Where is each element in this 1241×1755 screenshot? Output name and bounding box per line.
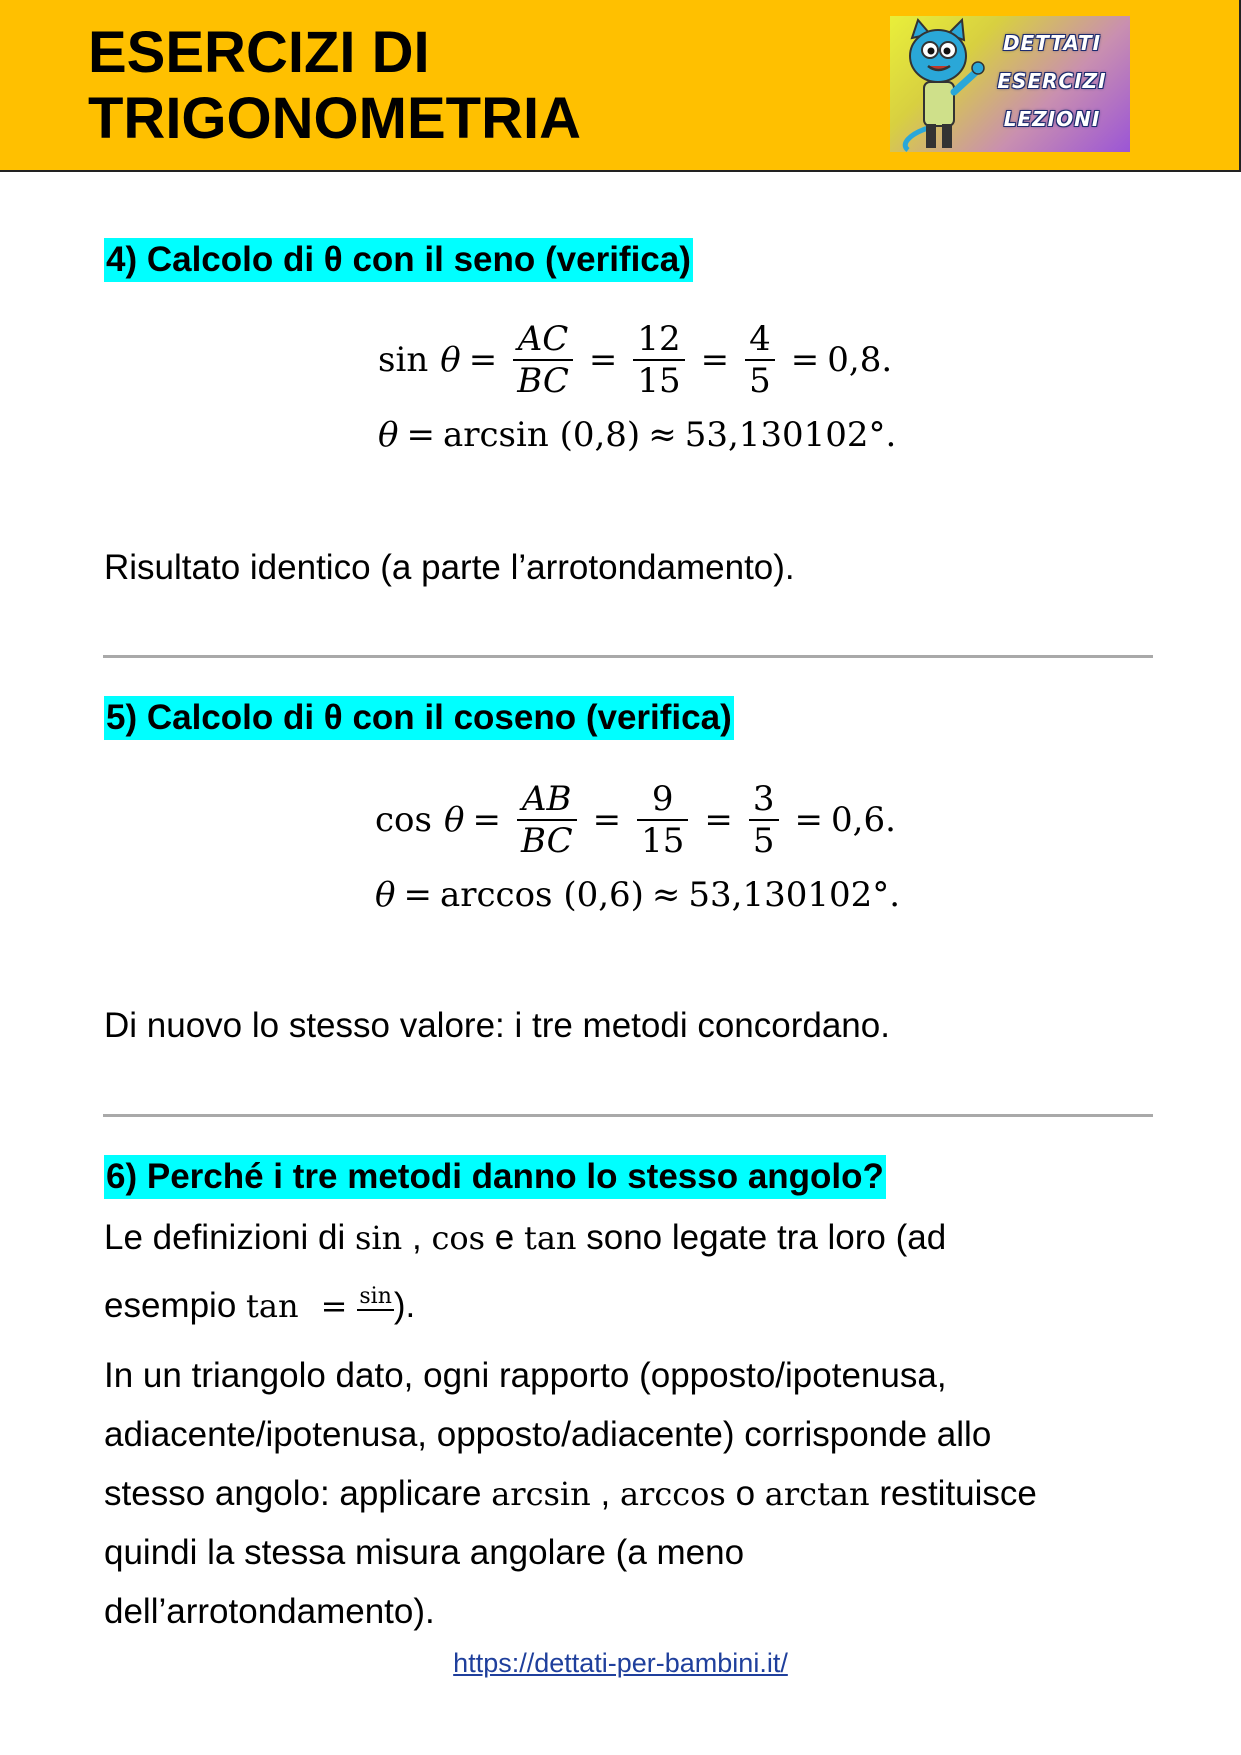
section-divider [103,1114,1153,1117]
page-header [0,0,1241,172]
fraction-ac-bc: $\frac{AC}{BC}$ [513,319,573,401]
logo-word-lezioni: LEZIONI [1003,107,1101,131]
section-6-line-2: esempio tan = sin ). [104,1284,416,1325]
section-4-equation-sine: sin θ = $\frac{AC}{BC}$ = $\frac{12}{15}$ = $\frac{4}{5}$ = 0,8. [378,319,893,401]
section-5-note: Di nuovo lo stesso valore: i tre metodi concordano. [104,1006,890,1045]
section-6-line-5: stesso angolo: applicare arcsin , arccos o arctan restituisce [104,1474,1037,1513]
site-logo[interactable] [890,16,1130,152]
section-4-note: Risultato identico (a parte l’arrotondamento). [104,548,795,587]
function-name: sin [378,340,429,380]
section-divider [103,655,1153,658]
title-line-2: TRIGONOMETRIA [88,86,581,151]
page-title [88,20,848,152]
fraction-12-15: $\frac{12}{15}$ [633,319,684,401]
fraction-9-15: $\frac{9}{15}$ [637,779,688,861]
title-line-1: ESERCIZI DI [88,20,430,85]
website-link[interactable]: https://dettati-per-bambini.it/ [453,1648,788,1678]
logo-word-dettati: DETTATI [1002,31,1102,55]
theta-symbol: θ [440,340,461,380]
fraction-4-5: $\frac{4}{5}$ [745,319,775,401]
section-6-line-3: In un triangolo dato, ogni rapporto (opposto/ipotenusa, [104,1356,947,1395]
tan-fraction: sin [359,1284,392,1309]
section-6-line-7: dell’arrotondamento). [104,1592,435,1631]
cat-mascot-icon [890,16,990,152]
theta-symbol: θ [443,800,465,840]
section-5-equation-cosine: cos θ = $\frac{AB}{BC}$ = $\frac{9}{15}$ = $\frac{3}{5}$ = 0,6. [375,779,896,861]
fraction-ab-bc: $\frac{AB}{BC}$ [517,779,577,861]
section-6-line-4: adiacente/ipotenusa, opposto/adiacente) corrisponde allo [104,1415,992,1454]
section-6-title: 6) Perché i tre metodi danno lo stesso angolo? [104,1155,886,1199]
section-4-equation-arcsin: θ = arcsin (0,8) ≈ 53,130102°. [378,415,897,455]
section-5-equation-arccos: θ = arccos (0,6) ≈ 53,130102°. [375,875,901,915]
fraction-3-5: $\frac{3}{5}$ [749,779,779,861]
function-name: cos [375,800,432,840]
section-6-line-6: quindi la stessa misura angolare (a meno [104,1533,745,1572]
section-6-line-1: Le definizioni di sin , cos e tan sono legate tra loro (ad [104,1218,947,1257]
cosine-result: 0,6. [831,800,896,840]
logo-text [992,24,1112,138]
sine-result: 0,8. [827,340,893,380]
section-4-title: 4) Calcolo di θ con il seno (verifica) [104,238,693,282]
section-5-title: 5) Calcolo di θ con il coseno (verifica) [104,696,734,740]
footer [0,1646,1241,1680]
logo-word-esercizi: ESERCIZI [997,69,1107,93]
